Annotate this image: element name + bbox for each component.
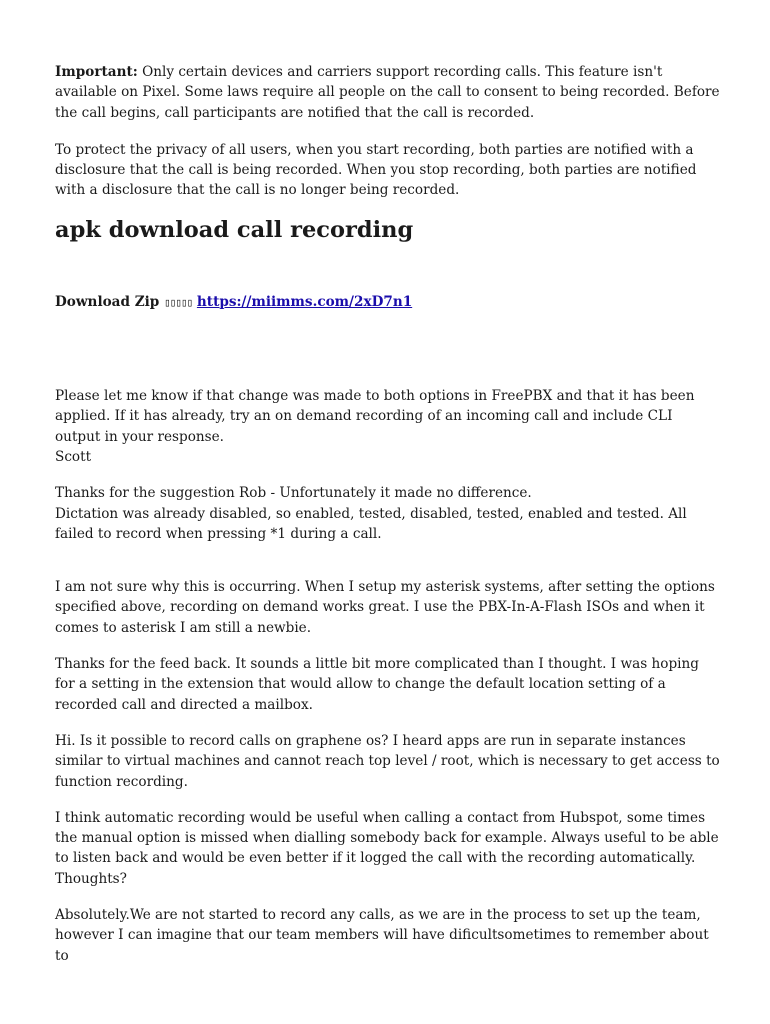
document-page xyxy=(55,62,720,966)
download-link[interactable]: https://miimms.com/2xD7n1 xyxy=(196,293,413,310)
comment-block-6: I think automatic recording would be useful when calling a contact from Hubspot, some times the manual option is missed when dialling somebody back for example. Always useful to be able to listen back and would be even better if it logged the call with the recording automatically. Thoughts? xyxy=(55,809,719,887)
comment-block-2 xyxy=(55,483,720,544)
comment-text: Thanks for the suggestion Rob - Unfortunately it made no difference. xyxy=(55,485,532,502)
comment-text: Dictation was already disabled, so enabled, tested, disabled, tested, enabled and tested. All failed to record when pressing *1 during a call. xyxy=(55,505,687,542)
important-text: Only certain devices and carriers support recording calls. This feature isn't available on Pixel. Some laws require all people on the call to consent to being recorded. Before the call begins, call participants are notified that the call is recorded. xyxy=(55,64,720,121)
important-label: Important: xyxy=(55,64,138,80)
comment-block-5: Hi. Is it possible to record calls on graphene os? I heard apps are run in separate instances similar to virtual machines and cannot reach top level / root, which is necessary to get access to function recording. xyxy=(55,732,720,790)
comment-block-1 xyxy=(55,386,720,467)
privacy-paragraph: To protect the privacy of all users, when you start recording, both parties are notified with a disclosure that the call is being recorded. When you stop recording, both parties are notified with a disclosure that the call is no longer being recorded. xyxy=(55,141,697,199)
page-heading: apk download call recording xyxy=(55,216,414,243)
download-line xyxy=(55,292,720,313)
comment-block-3: I am not sure why this is occurring. When I setup my asterisk systems, after setting the options specified above, recording on demand works great. I use the PBX-In-A-Flash ISOs and when it comes to asterisk I am still a newbie. xyxy=(55,579,715,636)
comment-text: Please let me know if that change was made to both options in FreePBX and that it has been applied. If it has already, try an on demand recording of an incoming call and include CLI output in your response. xyxy=(55,388,695,445)
important-notice xyxy=(55,62,720,123)
comment-signature: Scott xyxy=(55,448,92,465)
download-label: Download Zip xyxy=(55,293,160,310)
comment-block-7: Absolutely.We are not started to record any calls, as we are in the process to set up the team, however I can imagine that our team members will have dificultsometimes to remember about to xyxy=(55,907,709,964)
placeholder-glyphs: ▯▯▯▯▯ xyxy=(164,295,193,309)
comment-block-4: Thanks for the feed back. It sounds a little bit more complicated than I thought. I was hoping for a setting in the extension that would allow to change the default location setting of a recorded call and directed a mailbox. xyxy=(55,656,699,713)
